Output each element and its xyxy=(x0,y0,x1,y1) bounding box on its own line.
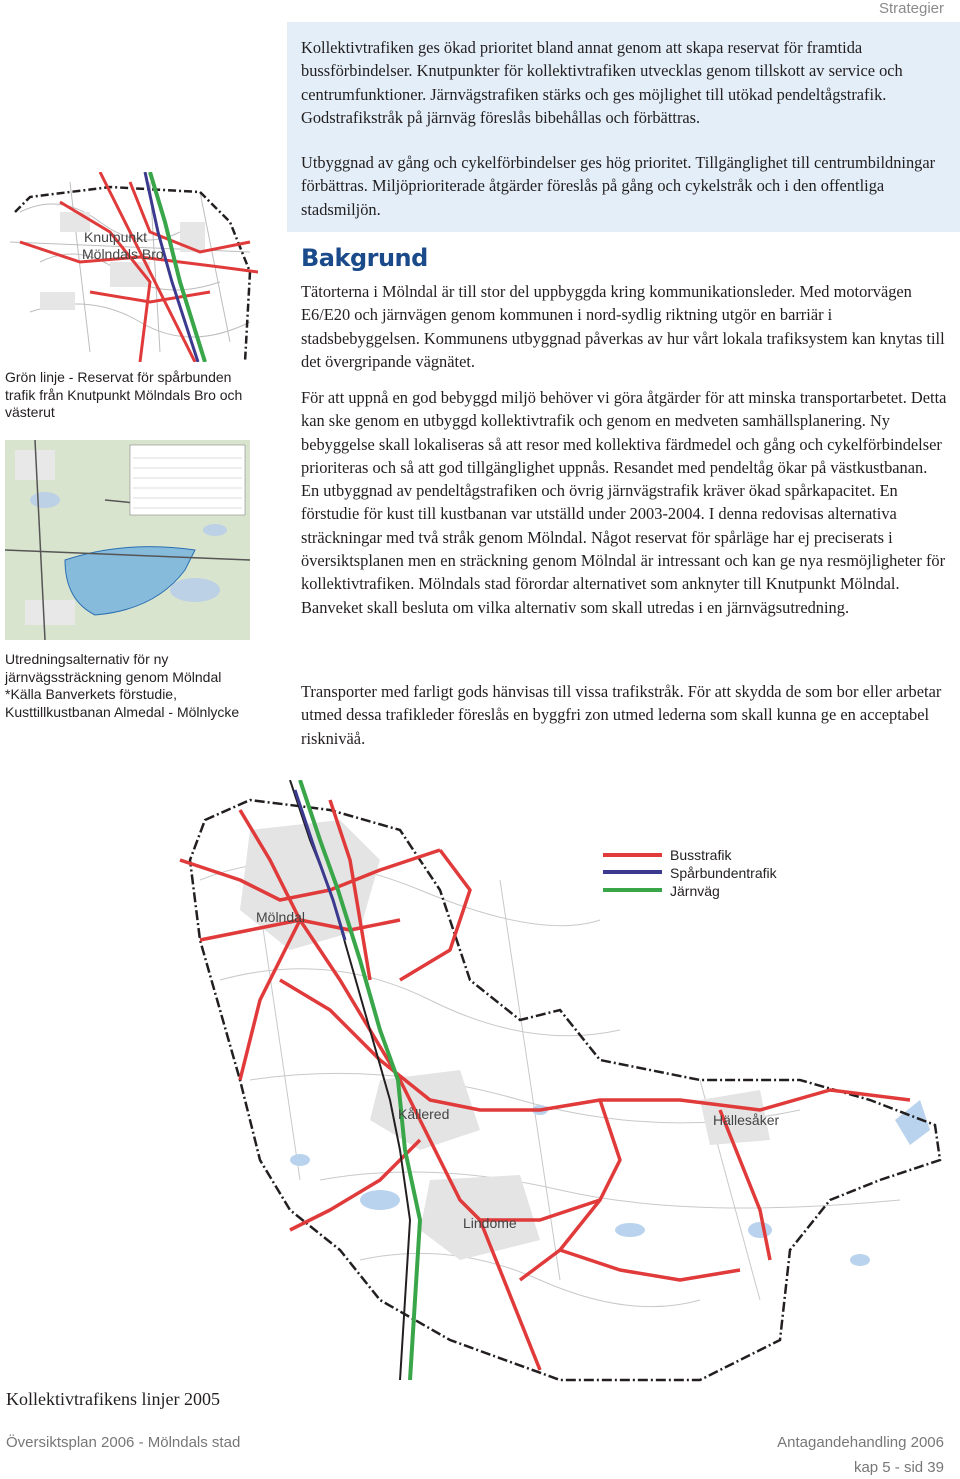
place-label-molndal: Mölndal xyxy=(256,909,306,925)
legend-label-rail-transit: Spårbundentrafik xyxy=(670,865,777,881)
background-paragraph-2: För att uppnå en god bebyggd miljö behöver vi göra åtgärder för att minska transportarbetet. Detta kan ske genom en utbyggd kollektivtrafik och genom en medveten samhällsplanering. Ny bebyggelse skall lokaliseras så att resor med kollektiva färdmedel och gång och cykelförbindelser prioriteras och så att god tillgänglighet uppnås. Resandet med pendeltåg ökar på västkustbanan. En utbyggnad av pendeltågstrafiken och övrig järnvägstrafik kräver ökad spårkapacitet. En förstudie för kust till kustbanan var utställd under 2003-2004. I denna redovisas alternativa sträckningar med två stråk genom Mölndal. Något reservat för spårläge har ej preciserats i översiktsplanen men en sträckning genom Mölndal är intressant och kan ge nya resmöjligheter för kollektivtrafiken. Mölndals stad förordar alternativet som anknyter till Knutpunkt Mölndal. Banveket skall besluta om vilka alternativ som skall utredas i en järnvägsutredning. xyxy=(301,388,947,617)
background-paragraph-1: Tätorterna i Mölndal är till stor del uppbyggda kring kommunikationsleder. Med motorvägen E6/E20 och järnvägen genom kommunen i nord-sydlig riktning utgör en barriär i stadsbebyggelsen. Kommunens utbyggnad påverkas av hur vårt lokala trafiksystem kan knytas till det övergripande vägnätet. xyxy=(301,282,945,371)
map1-caption: Grön linje - Reservat för spårbunden trafik från Knutpunkt Mölndals Bro och västerut xyxy=(5,369,243,420)
map1-label-line1: Knutpunkt xyxy=(84,229,148,245)
section-heading: Bakgrund xyxy=(301,244,428,272)
map-legend xyxy=(603,847,778,899)
railway-alternatives-map xyxy=(5,440,250,640)
strategy-paragraph-transit: Kollektivtrafiken ges ökad prioritet bland annat genom att skapa reservat för framtida bussförbindelser. Knutpunkter för kollektivtrafiken utvecklas genom tillskott av service och centrumfunktioner. Järnvägstrafiken stärks och ges möjlighet till utökad pendeltågstrafik. Godstrafikstråk på järnväg föreslås bibehållas och förbättras. xyxy=(301,38,903,127)
place-label-hallesaker: Hällesåker xyxy=(713,1112,780,1128)
knutpunkt-map xyxy=(0,172,258,362)
map-title: Kollektivtrafikens linjer 2005 xyxy=(6,1389,220,1409)
place-label-kallered: Kållered xyxy=(398,1106,450,1122)
map1-label-line2: Mölndals Bro xyxy=(82,246,164,262)
strategy-paragraph-walking-cycling: Utbyggnad av gång och cykelförbindelser ges hög prioritet. Tillgänglighet till centrumbildningar förbättras. Miljöprioriterade åtgärder föreslås på gång och cykelstråk och i den offentliga stadsmiljön. xyxy=(301,153,936,219)
public-transport-map xyxy=(0,780,960,1400)
background-paragraph-3: Transporter med farligt gods hänvisas till vissa trafikstråk. För att skydda de som bor eller arbetar utmed dessa trafikleder föreslås en byggfri zon utmed lederna som skall kunna ge en acceptabel riskniväå. xyxy=(301,682,942,748)
footer-document-title: Översiktsplan 2006 - Mölndals stad xyxy=(6,1434,241,1451)
legend-label-railway: Järnväg xyxy=(670,883,720,899)
place-label-lindome: Lindome xyxy=(463,1215,517,1231)
map2-caption: Utredningsalternativ för ny järnvägssträckning genom Mölndal *Källa Banverkets förstudie, Kusttillkustbanan Almedal - Mölnlycke xyxy=(5,651,240,720)
footer-page-number: kap 5 - sid 39 xyxy=(853,1459,944,1476)
footer-document-status: Antagandehandling 2006 xyxy=(777,1434,944,1451)
legend-label-bus: Busstrafik xyxy=(670,847,732,863)
section-label: Strategier xyxy=(878,0,944,17)
